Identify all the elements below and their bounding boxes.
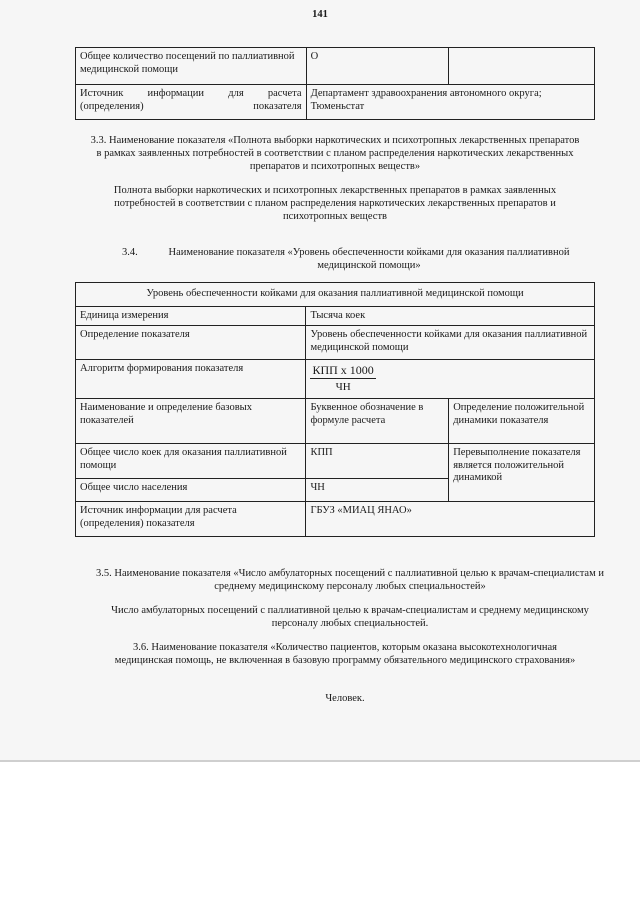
- table-row: [76, 48, 595, 85]
- table-cell-label: Общее число населения: [76, 479, 306, 502]
- formula-denominator: ЧН: [335, 380, 351, 393]
- table-cell-label: Определение показателя: [76, 326, 306, 360]
- table-cell-code: КПП: [306, 444, 449, 479]
- table-row: [76, 85, 595, 120]
- table-row: [76, 399, 595, 444]
- section-3-6-heading: 3.6. Наименование показателя «Количество пациентов, которым оказана высокотехнологичная медицинская помощь, не включенная в базовую программу обязательного медицинского страхования»: [114, 642, 576, 666]
- table-cell-label: Алгоритм формирования показателя: [76, 360, 306, 399]
- indicator-table-top: [75, 47, 595, 120]
- table-title: Уровень обеспеченности койками для оказания паллиативной медицинской помощи: [76, 283, 595, 307]
- table-cell-label: Источник информации для расчета (определения) показателя: [76, 502, 306, 537]
- table-cell-header: Буквенное обозначение в формуле расчета: [306, 399, 449, 444]
- page-number: 141: [312, 9, 328, 20]
- table-row: [76, 306, 595, 326]
- section-3-6-body: Человек.: [325, 693, 365, 704]
- table-cell-code: ЧН: [306, 479, 449, 502]
- table-cell-empty: [449, 48, 595, 85]
- table-cell-value: ГБУЗ «МИАЦ ЯНАО»: [306, 502, 595, 537]
- table-cell-formula: [306, 360, 595, 399]
- section-3-4-heading: [110, 246, 580, 272]
- table-row: [76, 283, 595, 307]
- table-cell-value: Департамент здравоохранения автономного округа; Тюменьстат: [306, 85, 594, 120]
- section-3-3-heading: 3.3. Наименование показателя «Полнота выборки наркотических и психотропных лекарственных препаратов в рамках заявленных потребностей в соответствии с планом распределения наркотических лекарственных препаратов и психотропных веществ»: [90, 135, 580, 172]
- table-row: [76, 502, 595, 537]
- table-cell-label: Единица измерения: [76, 306, 306, 326]
- table-row: [76, 444, 595, 479]
- table-row: [76, 360, 595, 399]
- table-cell-dynamics: Перевыполнение показателя является положительной динамикой: [449, 444, 595, 502]
- table-cell-label: Общее число коек для оказания паллиативной помощи: [76, 444, 306, 479]
- table-cell-value: Уровень обеспеченности койками для оказания паллиативной медицинской помощи: [306, 326, 595, 360]
- table-cell-label: Наименование и определение базовых показателей: [76, 399, 306, 444]
- table-cell-value: О: [306, 48, 449, 85]
- section-3-5-body: Число амбулаторных посещений с паллиативной целью к врачам-специалистам и среднему медицинскому персоналу любых специальностей.: [111, 605, 589, 629]
- section-heading-text: Наименование показателя «Уровень обеспеченности койками для оказания паллиативной медицинской помощи»: [168, 247, 570, 271]
- section-number: 3.4.: [122, 247, 138, 258]
- table-cell-label: Общее количество посещений по паллиативной медицинской помощи: [76, 48, 307, 85]
- section-3-5-heading: 3.5. Наименование показателя «Число амбулаторных посещений с паллиативной целью к врачам-специалистам и среднему медицинскому персоналу любых специальностей»: [96, 568, 604, 592]
- table-row: [76, 326, 595, 360]
- section-3-3-body: Полнота выборки наркотических и психотропных лекарственных препаратов в рамках заявленных потребностей в соответствии с планом распределения наркотических лекарственных препаратов и психотропных веществ: [113, 185, 557, 222]
- indicator-table-beds: [75, 282, 595, 537]
- formula: [310, 364, 375, 393]
- table-cell-header: Определение положительной динамики показателя: [449, 399, 595, 444]
- table-cell-value: Тысяча коек: [306, 306, 595, 326]
- table-cell-label: Источник информации для расчета (определения) показателя: [76, 85, 307, 120]
- formula-numerator: КПП х 1000: [312, 363, 374, 377]
